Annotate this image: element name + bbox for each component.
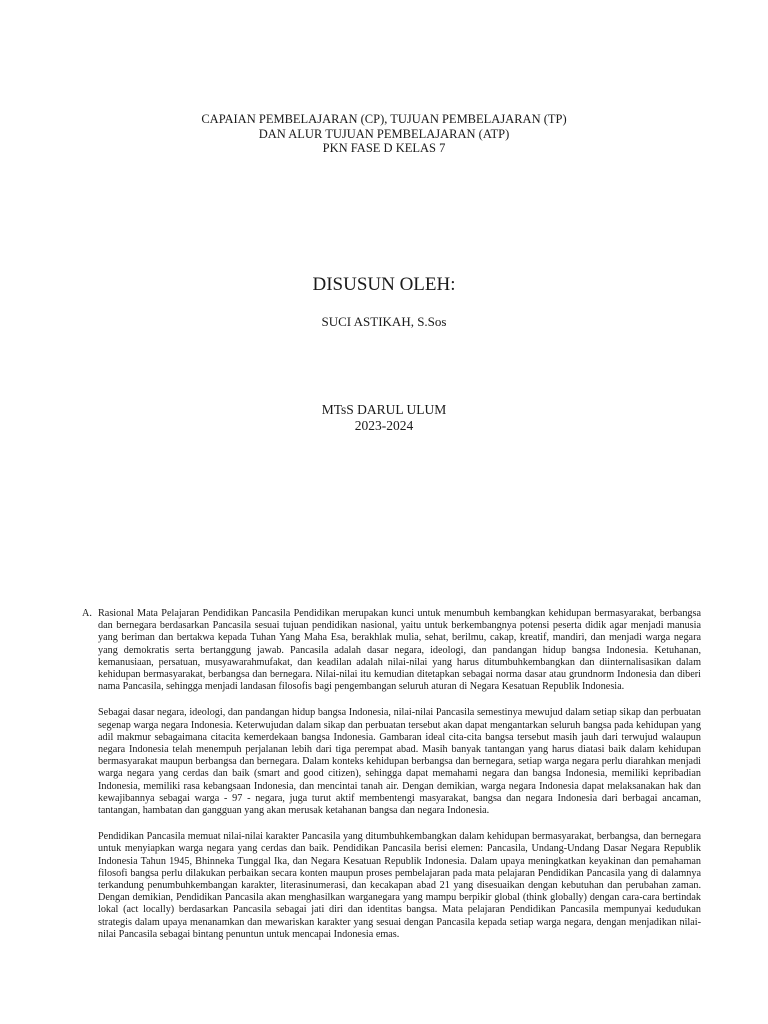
section-marker: A. [82, 608, 92, 619]
title-line-2: DAN ALUR TUJUAN PEMBELAJARAN (ATP) [258, 126, 510, 141]
paragraph-foundation: Sebagai dasar negara, ideologi, dan pandangan hidup bangsa Indonesia, nilai-nilai Pancasila semestinya mewujud dalam setiap sikap dan perbuatan segenap warga negara Indonesia. Keterwujudan dalam sikap dan perbuatan tersebut akan dapat mengantarkan seluruh bangsa pada kehidupan yang adil makmur sebagaimana citacita kemerdekaan bangsa Indonesia. Gambaran ideal cita-cita bangsa tersebut masih jauh dari terwujud walaupun negara Indonesia telah menempuh perjalanan lebih dari tiga perempat abad. Masih banyak tantangan yang harus diatasi baik dalam kehidupan bermasyarakat maupun berbangsa dan bernegara. Dalam konteks kehidupan berbangsa dan bernegara, setiap warga negara perlu diarahkan menjadi warga negara yang cerdas dan baik (smart and good citizen), sehingga dapat memahami negara dan bangsa Indonesia, memiliki kepribadian Indonesia, memiliki rasa kebangsaan Indonesia, dan mencintai tanah air. Dengan demikian, warga negara Indonesia dapat melaksanakan hak dan kewajibannya sebagai warga - 97 - negara, juga turut aktif membentengi masyarakat, bangsa dan negara Indonesia dari berbagai ancaman, tantangan, hambatan dan gangguan yang akan merusak ketahanan bangsa dan negara Indonesia. [98, 707, 701, 817]
paragraph-content: Pendidikan Pancasila memuat nilai-nilai karakter Pancasila yang ditumbuhkembangkan dalam kehidupan bermasyarakat, berbangsa, dan bernegara untuk menyiapkan warga negara yang cerdas dan baik. Pendidikan Pancasila berisi elemen: Pancasila, Undang-Undang Dasar Negara Republik Indonesia Tahun 1945, Bhinneka Tunggal Ika, dan Negara Kesatuan Republik Indonesia. Dalam upaya meningkatkan keyakinan dan pemahaman filosofi bangsa perlu dilakukan perbaikan secara konten maupun proses pembelajaran pada mata pelajaran Pendidikan Pancasila yang di dalamnya terkandung penumbuhkembangan karakter, literasinumerasi, dan kecakapan abad 21 yang disesuaikan dengan kebutuhan dan perubahan zaman. Dengan demikian, Pendidikan Pancasila akan menghasilkan warganegara yang mampu berpikir global (think globally) dengan cara-cara bertindak lokal (act locally) berdasarkan Pancasila sebagai jati diri dan identitas bangsa. Mata pelajaran Pendidikan Pancasila mempunyai kedudukan strategis dalam upaya menanamkan dan mewariskan karakter yang sesuai dengan Pancasila kepada setiap warga negara, dengan menjadikan nilai-nilai Pancasila sebagai bintang penuntun untuk mencapai Indonesia emas. [98, 831, 701, 940]
section-a [78, 608, 704, 955]
author-heading: DISUSUN OLEH: [312, 274, 456, 295]
section-body [98, 608, 701, 941]
academic-year: 2023-2024 [354, 418, 414, 433]
paragraph-rationale: Rasional Mata Pelajaran Pendidikan Pancasila Pendidikan merupakan kunci untuk menumbuh kembangkan kehidupan bermasyarakat, berbangsa dan bernegara berdasarkan Pancasila sesuai tujuan pendidikan nasional, yaitu untuk berkembangnya potensi peserta didik agar menjadi manusia yang beriman dan bertakwa kepada Tuhan Yang Maha Esa, berakhlak mulia, sehat, berilmu, cakap, kreatif, mandiri, dan menjadi warga negara yang demokratis serta bertanggung jawab. Pancasila adalah dasar negara, ideologi, dan pandangan hidup bangsa Indonesia. Ketuhanan, kemanusiaan, persatuan, musyawarahmufakat, dan keadilan adalah nilai-nilai yang harus ditumbuhkembangkan dan diinternalisasikan dalam kehidupan bermasyarakat, berbangsa dan bernegara. Nilai-nilai itu kemudian ditetapkan sebagai norma dasar atau grundnorm Indonesia dan diberi nama Pancasila, sehingga menjadi landasan filosofis bagi pengembangan seluruh aturan di Negara Kesatuan Republik Indonesia. [98, 608, 701, 693]
title-line-3: PKN FASE D KELAS 7 [322, 141, 446, 155]
title-line-1: CAPAIAN PEMBELAJARAN (CP), TUJUAN PEMBELAJARAN (TP) [201, 112, 567, 126]
author-name: SUCI ASTIKAH, S.Sos [321, 314, 447, 329]
school-block [0, 402, 768, 434]
document-title [0, 112, 768, 156]
school-name: MTsS DARUL ULUM [321, 402, 447, 417]
